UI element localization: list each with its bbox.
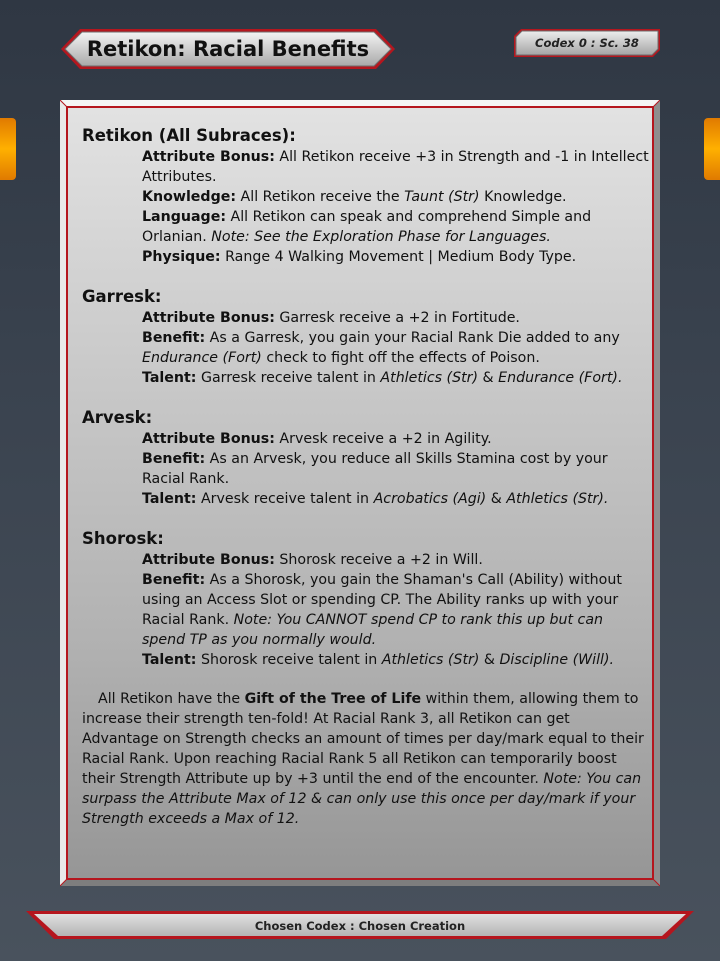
benefit-text: & [479,652,500,668]
benefit-text: Arvesk receive talent in [196,491,374,507]
benefit-label: Talent: [142,370,197,386]
benefit-label: Benefit: [142,330,206,346]
benefit-text: Garresk receive talent in [196,370,381,386]
benefit-text-italic: Athletics (Str) [381,652,480,668]
benefit-text: All Retikon receive the [236,189,405,205]
benefit-text: & [478,370,499,386]
benefit-text: As a Garresk, you gain your Racial Rank Die added to any [205,330,620,346]
benefit-text-italic: Discipline (Will). [499,652,615,668]
benefit-entry [142,147,650,187]
footer-banner [26,910,694,940]
benefit-label: Benefit: [142,572,206,588]
benefit-entry [142,247,650,267]
benefit-text: Shorosk receive a +2 in Will. [274,552,483,568]
benefit-label: Talent: [142,652,197,668]
benefit-label: Talent: [142,491,197,507]
footer-text: Chosen Codex : Chosen Creation [254,919,466,933]
benefit-text: All Retikon can speak and comprehend Simple and Orlanian. [142,209,592,245]
benefit-label: Knowledge: [142,189,237,205]
benefit-text-italic: Acrobatics (Agi) [373,491,487,507]
benefit-text: & [486,491,507,507]
race-section-title: Garresk: [82,287,162,306]
benefit-label: Language: [142,209,226,225]
benefit-text: check to fight off the effects of Poison. [261,350,540,366]
race-section [82,528,650,670]
panel-body [66,106,654,880]
right-orange-tab-decoration [704,118,720,180]
benefit-text: As a Shorosk, you gain the Shaman's Call (Ability) without using an Access Slot or spending CP. The Ability ranks up with your Racial Rank. [142,572,622,628]
benefit-entry [142,489,650,509]
benefit-entry [142,308,650,328]
racial-sections [82,125,650,670]
race-section-title: Arvesk: [82,408,153,427]
race-section-title: Retikon (All Subraces): [82,126,296,145]
benefit-text-italic: Endurance (Fort) [142,350,262,366]
benefit-text: Shorosk receive talent in [196,652,382,668]
benefit-text: Garresk receive a +2 in Fortitude. [274,310,520,326]
benefit-entry [142,570,650,650]
benefit-entry [142,328,650,368]
closing-paragraph [82,689,650,829]
panel-content [82,125,650,829]
page-title: Retikon: Racial Benefits [86,37,370,61]
benefit-text-italic: Note: You CANNOT spend CP to rank this up but can spend TP as you normally would. [142,612,604,648]
benefit-text: Knowledge. [479,189,567,205]
benefit-label: Physique: [142,249,221,265]
race-section [82,407,650,509]
benefit-text-italic: Athletics (Str). [506,491,609,507]
benefit-text-italic: Taunt (Str) [404,189,480,205]
benefit-text: Arvesk receive a +2 in Agility. [274,431,492,447]
closing-lead: All Retikon have the [98,691,245,707]
benefit-text: All Retikon receive +3 in Strength and -1 in Intellect Attributes. [142,149,649,185]
benefit-text-italic: Note: See the Exploration Phase for Languages. [211,229,551,245]
benefit-entry [142,368,650,388]
benefit-entry [142,207,650,247]
benefit-entry [142,429,650,449]
race-section [82,125,650,267]
content-panel [60,100,660,886]
closing-note: Note: You can surpass the Attribute Max of 12 & can only use this once per day/mark if your Strength exceeds a Max of 12. [82,771,642,827]
benefit-text-italic: Endurance (Fort). [498,370,623,386]
title-banner [60,28,396,70]
benefit-entry [142,187,650,207]
benefit-label: Benefit: [142,451,206,467]
closing-rest: within them, allowing them to increase their strength ten-fold! At Racial Rank 3, all Retikon can get Advantage on Strength checks an amount of times per day/mark equal to their Racial Rank. Upon reaching Racial Rank 5 all Retikon can temporarily boost their Strength Attribute up by +3 until the end of the encounter. [82,691,644,787]
codex-reference-banner [513,28,661,58]
left-orange-tab-decoration [0,118,16,180]
race-section-title: Shorosk: [82,529,164,548]
benefit-label: Attribute Bonus: [142,552,275,568]
closing-bold: Gift of the Tree of Life [244,691,422,707]
benefit-label: Attribute Bonus: [142,431,275,447]
benefit-label: Attribute Bonus: [142,310,275,326]
codex-reference: Codex 0 : Sc. 38 [535,36,639,50]
benefit-entry [142,449,650,489]
benefit-label: Attribute Bonus: [142,149,275,165]
benefit-entry [142,650,650,670]
benefit-text-italic: Athletics (Str) [380,370,479,386]
race-section [82,286,650,388]
benefit-entry [142,550,650,570]
benefit-text: Range 4 Walking Movement | Medium Body Type. [220,249,577,265]
benefit-text: As an Arvesk, you reduce all Skills Stamina cost by your Racial Rank. [142,451,608,487]
